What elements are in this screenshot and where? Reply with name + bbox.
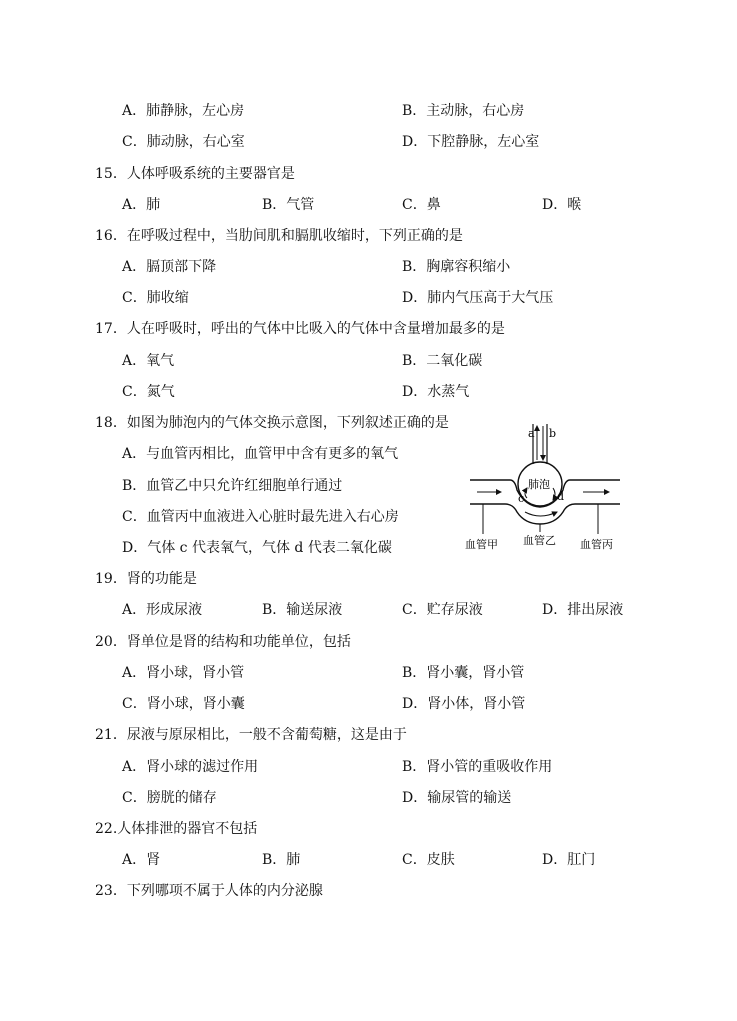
q23-stem: 23．下列哪项不属于人体的内分泌腺 xyxy=(95,883,323,899)
q20-stem: 20．肾单位是肾的结构和功能单位，包括 xyxy=(95,634,351,650)
q16-option-d: D．肺内气压高于大气压 xyxy=(402,290,554,306)
q20-option-b: B．肾小囊，肾小管 xyxy=(402,665,525,681)
vessel-bing-label: 血管丙 xyxy=(580,538,613,551)
label-a: a xyxy=(528,427,535,440)
q20-option-c: C．肾小球，肾小囊 xyxy=(122,696,245,712)
q21-stem: 21．尿液与原尿相比，一般不含葡萄糖，这是由于 xyxy=(95,727,407,743)
q15-option-b: B．气管 xyxy=(262,197,315,213)
q21-option-c: C．膀胱的储存 xyxy=(122,790,217,806)
q19-option-b: B．输送尿液 xyxy=(262,602,343,618)
q14-option-a: A．肺静脉，左心房 xyxy=(122,103,245,119)
q22-option-d: D．肛门 xyxy=(542,852,596,868)
flow-arrow-middle xyxy=(525,512,557,516)
q17-stem: 17．人在呼吸时，呼出的气体中比吸入的气体中含量增加最多的是 xyxy=(95,321,505,337)
arrow-c xyxy=(525,488,527,498)
q18-stem: 18．如图为肺泡内的气体交换示意图，下列叙述正确的是 xyxy=(95,415,449,431)
q15-stem: 15．人体呼吸系统的主要器官是 xyxy=(95,166,295,182)
q19-option-d: D．排出尿液 xyxy=(542,602,624,618)
q16-stem: 16．在呼吸过程中，当肋间肌和膈肌收缩时，下列正确的是 xyxy=(95,228,463,244)
q19-option-a: A．形成尿液 xyxy=(122,602,203,618)
q18-option-b: B．血管乙中只允许红细胞单行通过 xyxy=(122,478,343,494)
q16-option-c: C．肺收缩 xyxy=(122,290,189,306)
q19-option-c: C．贮存尿液 xyxy=(402,602,483,618)
label-d: d xyxy=(557,490,565,503)
q20-option-a: A．肾小球，肾小管 xyxy=(122,665,245,681)
q17-option-b: B．二氧化碳 xyxy=(402,353,483,369)
q21-option-d: D．输尿管的输送 xyxy=(402,790,512,806)
q17-option-a: A．氧气 xyxy=(122,353,175,369)
q21-option-b: B．肾小管的重吸收作用 xyxy=(402,759,553,775)
q15-option-a: A．肺 xyxy=(122,197,161,213)
label-c: c xyxy=(518,492,525,505)
q22-option-c: C．皮肤 xyxy=(402,852,455,868)
q17-option-d: D．水蒸气 xyxy=(402,384,470,400)
q16-option-a: A．膈顶部下降 xyxy=(122,259,217,275)
alveolus-gas-exchange-diagram xyxy=(465,420,630,555)
alveolus-label: 肺泡 xyxy=(528,478,550,491)
q16-option-b: B．胸廓容积缩小 xyxy=(402,259,511,275)
q15-option-c: C．鼻 xyxy=(402,197,441,213)
vessel-yi-label: 血管乙 xyxy=(523,534,556,547)
q14-option-c: C．肺动脉，右心室 xyxy=(122,134,245,150)
q18-option-a: A．与血管丙相比，血管甲中含有更多的氧气 xyxy=(122,446,399,462)
label-b: b xyxy=(549,427,557,440)
q19-stem: 19．肾的功能是 xyxy=(95,571,197,587)
q18-option-c: C．血管丙中血液进入心脏时最先进入右心房 xyxy=(122,509,399,525)
arrow-d xyxy=(553,488,555,500)
q21-option-a: A．肾小球的滤过作用 xyxy=(122,759,259,775)
q22-option-a: A．肾 xyxy=(122,852,161,868)
vessel-jia-label: 血管甲 xyxy=(465,538,498,551)
q17-option-c: C．氮气 xyxy=(122,384,175,400)
q14-option-d: D．下腔静脉，左心室 xyxy=(402,134,540,150)
q14-option-b: B．主动脉，右心房 xyxy=(402,103,525,119)
q15-option-d: D．喉 xyxy=(542,197,582,213)
q22-option-b: B．肺 xyxy=(262,852,301,868)
q18-option-d: D．气体 c 代表氧气，气体 d 代表二氧化碳 xyxy=(122,540,392,556)
q22-stem: 22.人体排泄的器官不包括 xyxy=(95,821,258,837)
q20-option-d: D．肾小体，肾小管 xyxy=(402,696,526,712)
